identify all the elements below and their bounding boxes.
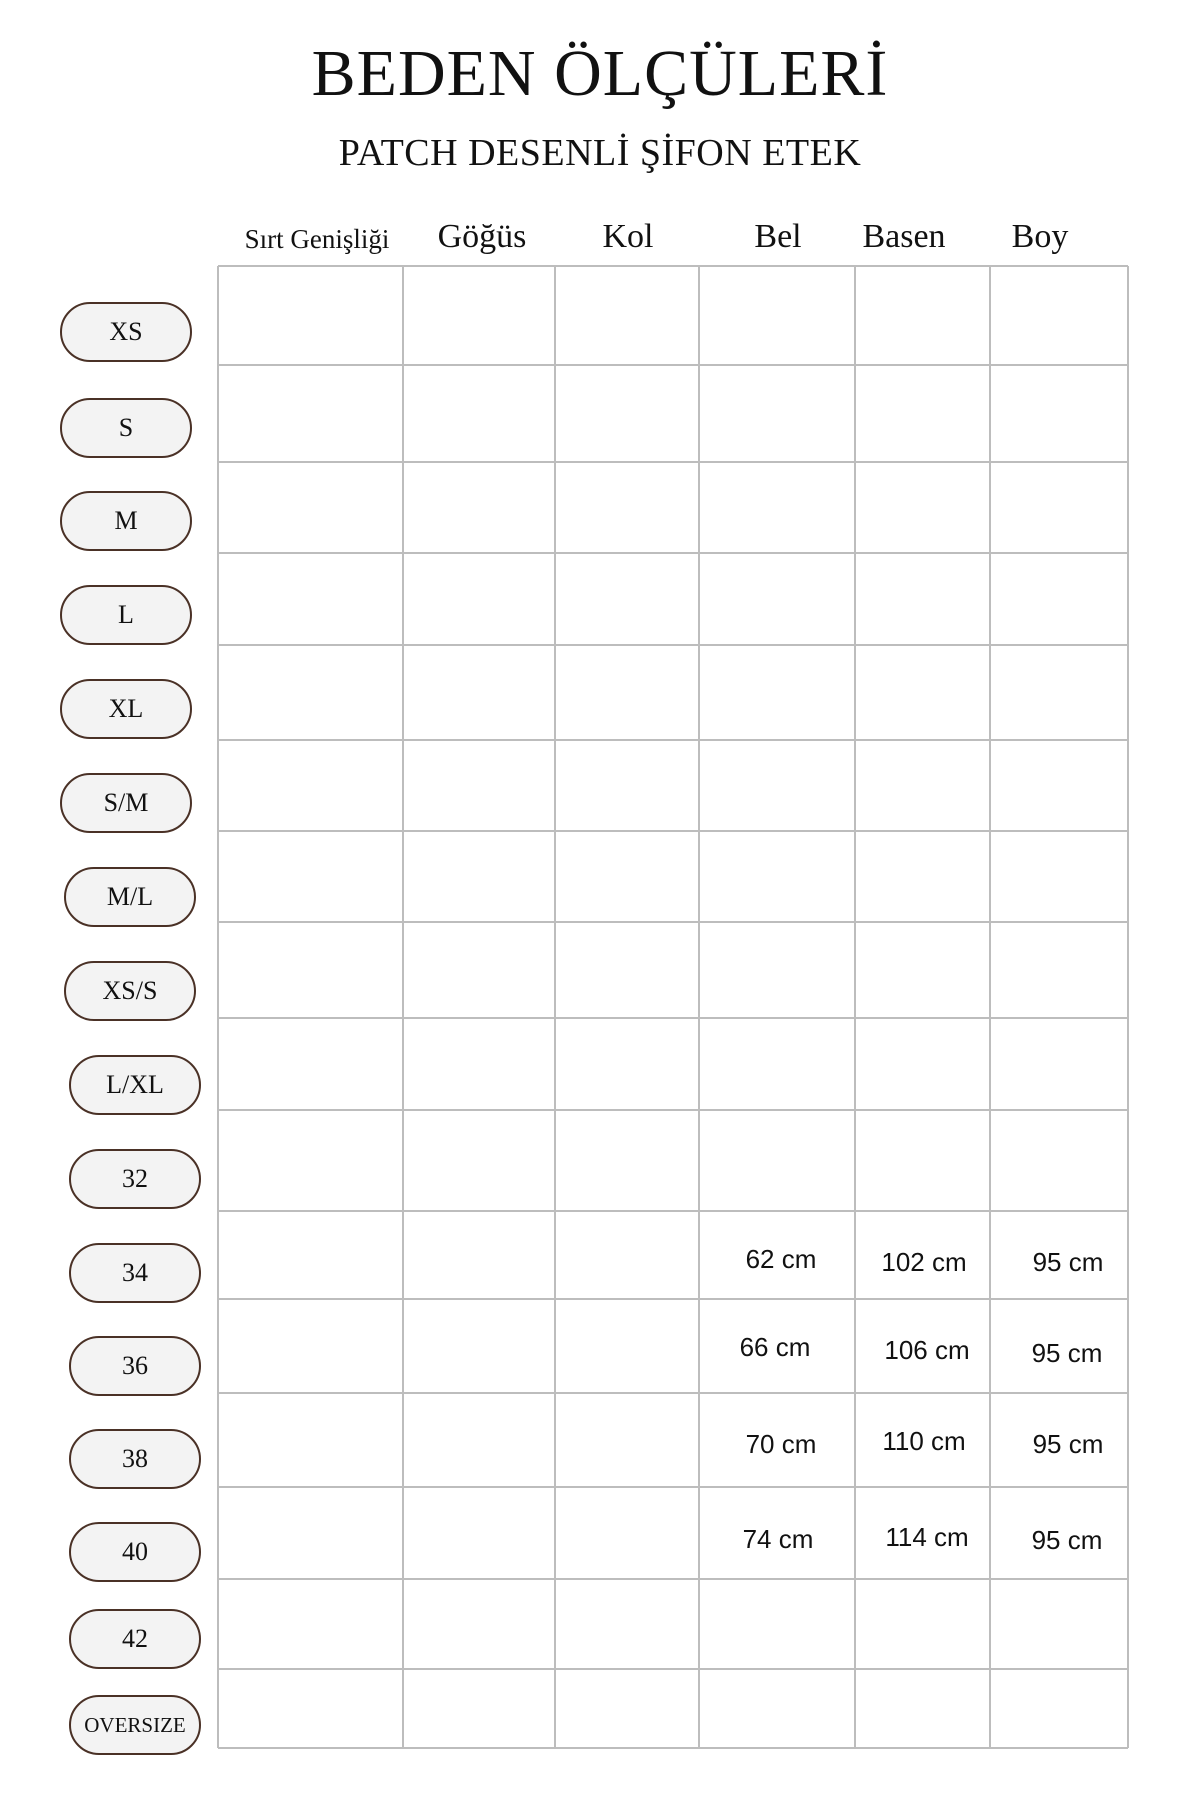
column-header-sirt: Sırt Genişliği — [244, 224, 390, 254]
size-pill-xs: XS — [60, 302, 192, 362]
cell-40-basen: 114 cm — [885, 1522, 969, 1552]
cell-34-basen: 102 cm — [881, 1247, 967, 1277]
column-header-bel: Bel — [754, 218, 802, 255]
cell-38-boy: 95 cm — [1032, 1429, 1104, 1459]
column-header-kol: Kol — [602, 218, 654, 255]
size-pill-s: S — [60, 398, 192, 458]
column-header-basen: Basen — [862, 218, 946, 255]
size-pill-xl: XL — [60, 679, 192, 739]
size-pill-36: 36 — [69, 1336, 201, 1396]
column-header-gogus: Göğüs — [437, 218, 527, 255]
cell-34-bel: 62 cm — [745, 1244, 817, 1274]
size-pill-xss: XS/S — [64, 961, 196, 1021]
page-title: BEDEN ÖLÇÜLERİ — [311, 37, 889, 110]
column-header-boy: Boy — [1011, 218, 1069, 255]
size-pill-m: M — [60, 491, 192, 551]
size-pill-32: 32 — [69, 1149, 201, 1209]
size-pill-38: 38 — [69, 1429, 201, 1489]
size-pill-42: 42 — [69, 1609, 201, 1669]
page-subtitle: PATCH DESENLİ ŞİFON ETEK — [338, 132, 862, 174]
cell-36-bel: 66 cm — [739, 1332, 811, 1362]
cell-36-boy: 95 cm — [1031, 1338, 1103, 1368]
cell-38-basen: 110 cm — [882, 1426, 966, 1456]
cell-34-boy: 95 cm — [1032, 1247, 1104, 1277]
size-pill-40: 40 — [69, 1522, 201, 1582]
size-pill-oversize: OVERSIZE — [69, 1695, 201, 1755]
size-pill-l: L — [60, 585, 192, 645]
cell-36-basen: 106 cm — [884, 1335, 970, 1365]
cell-40-bel: 74 cm — [742, 1524, 814, 1554]
size-pill-lxl: L/XL — [69, 1055, 201, 1115]
size-pill-sm: S/M — [60, 773, 192, 833]
cell-40-boy: 95 cm — [1031, 1525, 1103, 1555]
cell-38-bel: 70 cm — [745, 1429, 817, 1459]
size-pill-34: 34 — [69, 1243, 201, 1303]
size-pill-ml: M/L — [64, 867, 196, 927]
